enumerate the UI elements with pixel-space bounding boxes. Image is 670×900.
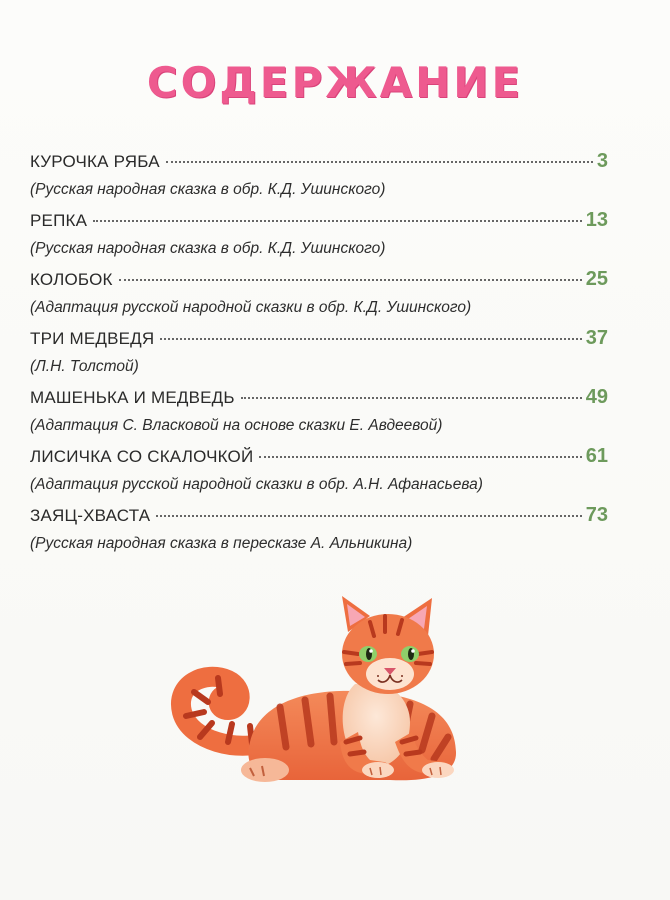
story-source: (Адаптация русской народной сказки в обр. К.Д. Ушинского) bbox=[30, 299, 472, 316]
story-source: (Русская народная сказка в обр. К.Д. Ушинского) bbox=[30, 240, 386, 257]
story-source: (Адаптация С. Власковой на основе сказки Е. Авдеевой) bbox=[30, 417, 443, 434]
story-source: (Русская народная сказка в пересказе А. Альникина) bbox=[30, 535, 413, 552]
toc-line bbox=[30, 150, 608, 178]
dot-leader bbox=[241, 397, 582, 399]
table-of-contents bbox=[30, 150, 608, 563]
toc-entry[interactable] bbox=[30, 504, 608, 563]
toc-entry[interactable] bbox=[30, 268, 608, 327]
toc-line bbox=[30, 327, 608, 355]
story-source: (Л.Н. Толстой) bbox=[30, 358, 139, 375]
toc-entry[interactable] bbox=[30, 445, 608, 504]
toc-line bbox=[30, 504, 608, 532]
story-title: ЗАЯЦ-ХВАСТА bbox=[30, 506, 151, 525]
dot-leader bbox=[119, 279, 582, 281]
toc-line bbox=[30, 209, 608, 237]
page-number: 37 bbox=[585, 327, 608, 349]
cat-head bbox=[342, 596, 434, 694]
dot-leader bbox=[160, 338, 581, 340]
toc-entry[interactable] bbox=[30, 209, 608, 268]
page-number: 73 bbox=[585, 504, 608, 526]
cat-illustration bbox=[170, 592, 470, 792]
page-number: 49 bbox=[585, 386, 608, 408]
toc-line bbox=[30, 445, 608, 473]
story-title: ЛИСИЧКА СО СКАЛОЧКОЙ bbox=[30, 447, 254, 466]
page-number: 61 bbox=[585, 445, 608, 467]
dot-leader bbox=[166, 161, 593, 163]
page-number: 13 bbox=[585, 209, 608, 231]
story-source: (Русская народная сказка в обр. К.Д. Ушинского) bbox=[30, 181, 386, 198]
page-number: 25 bbox=[585, 268, 608, 290]
dot-leader bbox=[156, 515, 581, 517]
page-title: СОДЕРЖАНИЕ bbox=[146, 58, 524, 107]
toc-entry[interactable] bbox=[30, 150, 608, 209]
story-title: КОЛОБОК bbox=[30, 270, 113, 289]
dot-leader bbox=[259, 456, 581, 458]
story-title: КУРОЧКА РЯБА bbox=[30, 152, 160, 171]
page-number: 3 bbox=[596, 150, 608, 172]
story-title: МАШЕНЬКА И МЕДВЕДЬ bbox=[30, 388, 235, 407]
toc-line bbox=[30, 386, 608, 414]
toc-entry[interactable] bbox=[30, 386, 608, 445]
story-title: РЕПКА bbox=[30, 211, 88, 230]
story-title: ТРИ МЕДВЕДЯ bbox=[30, 329, 155, 348]
toc-entry[interactable] bbox=[30, 327, 608, 386]
dot-leader bbox=[93, 220, 582, 222]
toc-line bbox=[30, 268, 608, 296]
story-source: (Адаптация русской народной сказки в обр. А.Н. Афанасьева) bbox=[30, 476, 483, 493]
